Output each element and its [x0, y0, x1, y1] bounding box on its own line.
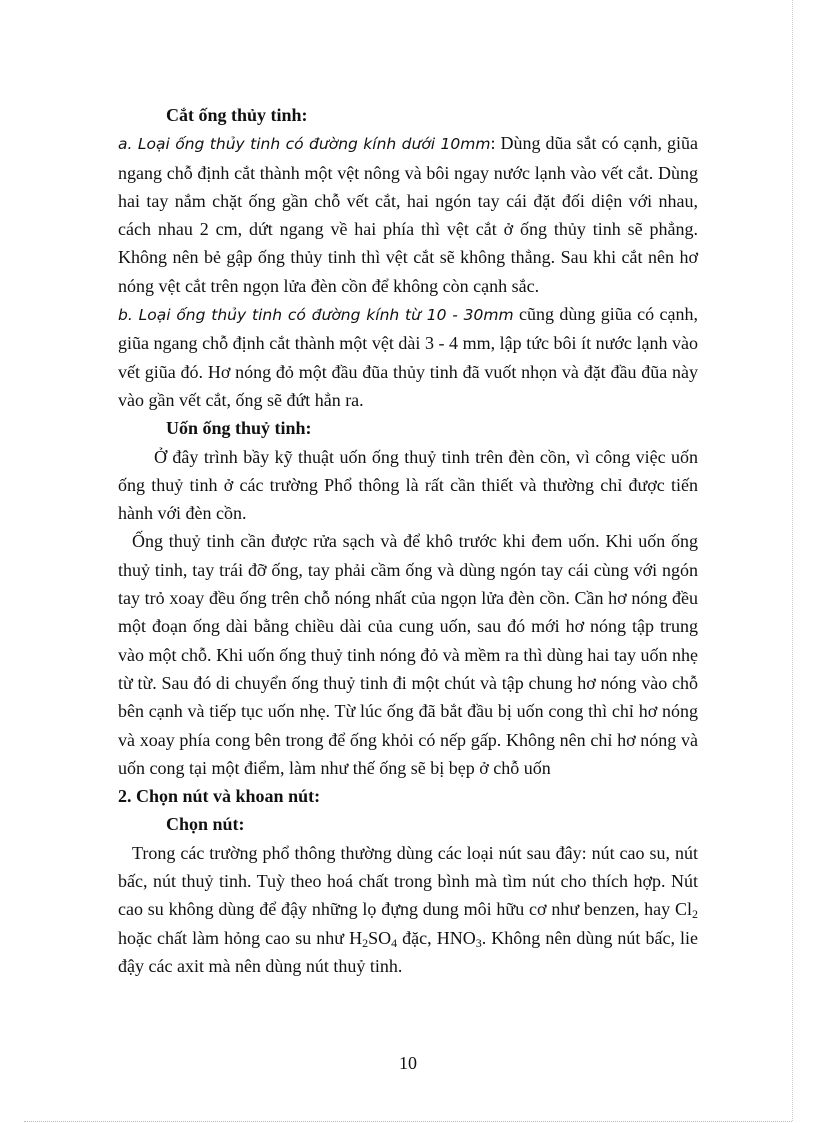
page-number: 10	[399, 1053, 417, 1073]
choose-text-1: Trong các trường phổ thông thường dùng các loại nút sau đây: nút cao su, nút bấc, nút thuỷ tinh. Tuỳ theo hoá chất trong bình mà tìm nút cho thích hợp. Nút cao su không dùng để đậy những lọ đựng dung môi hữu cơ như benzen, hay Cl	[118, 842, 698, 920]
subscript-so: 4	[391, 935, 398, 950]
choose-text-4: đặc, HNO	[397, 927, 476, 948]
paragraph-b-text: cũng dùng giũa có cạnh, giũa ngang chỗ định cắt thành một vệt dài 3 - 4 mm, lập tức bôi ít nước lạnh vào vết giũa đó. Hơ nóng đỏ một đầu đũa thủy tinh đã vuốt nhọn và đặt đầu đũa này vào gần vết cắt, ống sẽ đứt hẳn ra.	[118, 304, 698, 410]
paragraph-choose-stopper	[118, 839, 698, 980]
heading-cut-glass-tube: Cắt ống thủy tinh:	[166, 105, 308, 125]
paragraph-a	[118, 129, 698, 300]
choose-text-3: SO	[368, 927, 392, 948]
subscript-h: 2	[362, 935, 369, 950]
subscript-cl: 2	[692, 907, 698, 922]
choose-text-5: . Không nên dùng nút bấc, lie đậy các axit mà nên dùng nút thuỷ tinh.	[118, 927, 698, 976]
right-margin-divider	[792, 0, 793, 1121]
paragraph-bend-1: Ở đây trình bầy kỹ thuật uốn ống thuỷ tinh trên đèn cồn, vì công việc uốn ống thuỷ tinh ở các trường Phổ thông là rất cần thiết và thường chỉ được tiến hành với đèn cồn.	[118, 446, 698, 524]
heading-bend-glass-tube: Uốn ống thuỷ tinh:	[166, 418, 312, 439]
paragraph-a-lead: a. Loại ống thủy tinh có đường kính dưới 10mm	[118, 135, 491, 154]
document-body	[118, 101, 698, 980]
paragraph-a-text: : Dùng dũa sắt có cạnh, giũa ngang chỗ định cắt thành một vệt nông và bôi ngay nước lạnh vào vết cắt. Dùng hai tay nắm chặt ống gần chỗ vết cắt, hai ngón tay cái đặt đối diện với nhau, cách nhau 2 cm, dứt ngang về hai phía thì vệt cắt ở ống thủy tinh sẽ phẳng. Không nên bẻ gập ống thủy tinh thì vệt cắt sẽ không thẳng. Sau khi cắt nên hơ nóng vệt cắt trên ngọn lửa đèn cồn để không còn cạnh sắc.	[118, 133, 698, 296]
footer-divider	[24, 1121, 792, 1122]
paragraph-b-lead: b. Loại ống thủy tinh có đường kính từ 10 - 30mm	[118, 306, 514, 325]
choose-text-2: hoặc chất làm hỏng cao su như H	[118, 927, 363, 948]
heading-choose-stopper: Chọn nút:	[166, 814, 245, 835]
section-2-heading: 2. Chọn nút và khoan nút:	[118, 786, 321, 807]
subscript-hno: 3	[475, 935, 482, 950]
paragraph-bend-2: Ống thuỷ tinh cần được rửa sạch và để khô trước khi đem uốn. Khi uốn ống thuỷ tinh, tay trái đỡ ống, tay phải cầm ống và dùng ngón tay cái cùng với ngón tay trỏ xoay đều ống trên chỗ nóng nhất của ngọn lửa đèn cồn. Cần hơ nóng đều một đoạn ống dài bằng chiều dài của cung uốn, sau đó mới hơ nóng tập trung vào một chỗ. Khi uốn ống thuỷ tinh nóng đỏ và mềm ra thì dùng hai tay uốn nhẹ từ từ. Sau đó di chuyển ống thuỷ tinh đi một chút và tập chung hơ nóng vào chỗ bên cạnh và tiếp tục uốn nhẹ. Từ lúc ống đã bắt đầu bị uốn cong thì chỉ hơ nóng và xoay phía cong bên trong để ống khỏi có nếp gấp. Không nên chỉ hơ nóng và uốn cong tại một điểm, làm như thế ống sẽ bị bẹp ở chỗ uốn	[118, 531, 698, 778]
paragraph-b	[118, 300, 698, 414]
